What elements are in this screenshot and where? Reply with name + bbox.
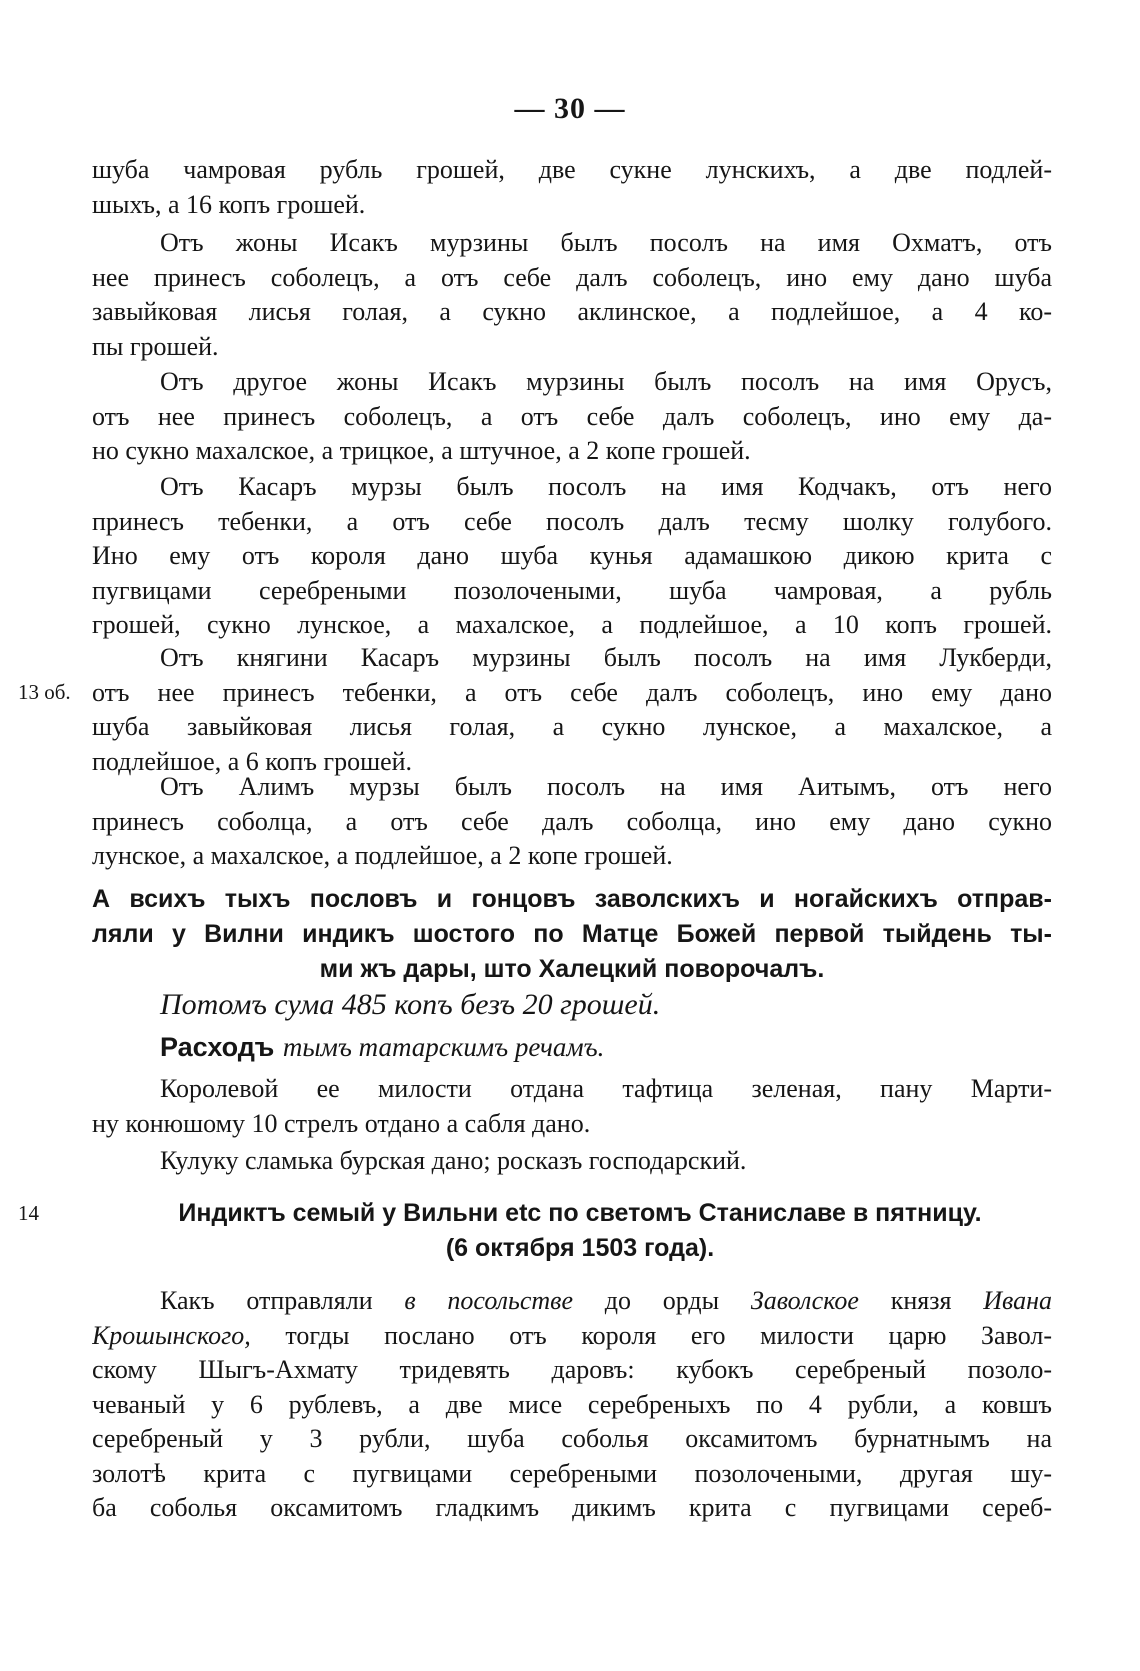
text-line: Кулуку сламька бурская дано; росказъ господарский. — [160, 1146, 747, 1175]
text-line: отъ нее принесъ соболецъ, а отъ себе далъ соболецъ, ино ему да- — [92, 401, 1052, 431]
text-line: отъ нее принесъ тебенки, а отъ себе далъ соболецъ, ино ему дано — [92, 677, 1052, 707]
text-line: шуба чамровая рубль грошей, две сукне лунскихъ, а две подлей- — [92, 155, 1052, 184]
text-run: князя — [858, 1286, 984, 1315]
italic-run: Заволское — [750, 1286, 859, 1315]
text-line: ба соболья оксамитомъ гладкимъ дикимъ крита с пугвицами сереб- — [92, 1493, 1052, 1522]
text-run: до орды — [572, 1286, 751, 1315]
text-line: чеваный у 6 рублевъ, а две мисе серебреныхъ по 4 рубли, а ковшъ — [92, 1389, 1052, 1419]
expense-rest: тымъ татарскимъ речамъ. — [282, 1032, 605, 1062]
sum-line: Потомъ сума 485 копъ безъ 20 грошей. — [160, 988, 661, 1021]
text-line — [92, 1319, 1052, 1354]
margin-note-folio: 13 об. — [18, 680, 71, 704]
text-line: Отъ Алимъ мурзы былъ посолъ на имя Аитымъ, отъ него — [160, 772, 1052, 801]
text-line: ну конюшому 10 стрелъ отдано а сабля дано. — [92, 1108, 591, 1138]
text-line: Ино ему отъ короля дано шуба кунья адамашкою дикою крита с — [92, 541, 1052, 570]
paragraph-6 — [92, 770, 1052, 874]
text-line: завыйковая лисья голая, а сукно аклинское, а подлейшое, а 4 ко- — [92, 297, 1052, 326]
text-line: пугвицами серебреными позолочеными, шуба чамровая, а рубль — [92, 575, 1052, 605]
text-line — [92, 1284, 1052, 1319]
expense-label: Расходъ — [160, 1032, 275, 1062]
text-line: подлейшое, а 6 копъ грошей. — [92, 746, 413, 776]
italic-run: Крошынского, — [92, 1320, 251, 1350]
margin-note-folio: 14 — [18, 1201, 39, 1225]
paragraph-7 — [92, 1072, 1052, 1141]
paragraph-1 — [92, 153, 1052, 222]
paragraph-4 — [92, 470, 1052, 643]
text-line: Отъ княгини Касаръ мурзины былъ посолъ на имя Лукберди, — [160, 643, 1052, 672]
paragraph-2 — [92, 226, 1052, 364]
italic-run: Ивана — [983, 1286, 1052, 1315]
page-number: — 30 — — [514, 92, 626, 125]
paragraph-3 — [92, 365, 1052, 469]
text-line: нее принесъ соболецъ, а отъ себе далъ соболецъ, ино ему дано шуба — [92, 262, 1052, 292]
heading-line: ляли у Вилни индикъ шостого по Матце Божей первой тыйдень ты- — [92, 920, 1052, 948]
expense-heading — [160, 1032, 604, 1063]
text-line: пы грошей. — [92, 331, 219, 361]
text-line: шуба завыйковая лисья голая, а сукно лунское, а махалское, а — [92, 712, 1052, 741]
text-line: принесъ тебенки, а отъ себе посолъ далъ тесму шолку голубого. — [92, 506, 1052, 536]
text-line: но сукно махалское, а трицкое, а штучное, а 2 копе грошей. — [92, 436, 751, 465]
text-line: шыхъ, а 16 копъ грошей. — [92, 189, 366, 219]
text-line: Отъ Касаръ мурзы былъ посолъ на имя Кодчакъ, отъ него — [160, 472, 1052, 501]
text-line: Королевой ее милости отдана тафтица зеленая, пану Марти- — [160, 1074, 1052, 1103]
text-line: грошей, сукно лунское, а махалское, а подлейшое, а 10 копъ грошей. — [92, 610, 1052, 639]
section-heading-2 — [100, 1196, 1060, 1266]
italic-run: в посольстве — [404, 1286, 573, 1315]
heading-line: А всихъ тыхъ пословъ и гонцовъ заволскихъ и ногайскихъ отправ- — [92, 885, 1052, 913]
heading-line: (6 октября 1503 года). — [445, 1234, 715, 1262]
section-heading-1 — [92, 882, 1052, 987]
text-line: серебреный у 3 рубли, шуба соболья оксамитомъ бурнатнымъ на — [92, 1424, 1052, 1453]
text-line: лунское, а махалское, а подлейшое, а 2 копе грошей. — [92, 841, 673, 870]
text-line: Отъ другое жоны Исакъ мурзины былъ посолъ на имя Орусъ, — [160, 367, 1052, 396]
paragraph-8 — [92, 1144, 1052, 1179]
text-line: Отъ жоны Исакъ мурзины былъ посолъ на имя Охматъ, отъ — [160, 228, 1052, 257]
paragraph-9 — [92, 1284, 1052, 1526]
text-line: принесъ соболца, а отъ себе далъ соболца, ино ему дано сукно — [92, 806, 1052, 836]
paragraph-5 — [92, 641, 1052, 779]
text-line: золотѣ крита с пугвицами серебреными позолочеными, другая шу- — [92, 1458, 1052, 1488]
text-run: Какъ отправляли — [160, 1286, 405, 1315]
text-run: тогды послано отъ короля его милости царю Завол- — [250, 1320, 1052, 1350]
heading-line: ми жъ дары, што Халецкий поворочалъ. — [319, 955, 825, 983]
heading-line: Индиктъ семый у Вильни etc по светомъ Станиславе в пятницу. — [178, 1199, 982, 1227]
text-line: скому Шыгъ-Ахмату тридевять даровъ: кубокъ серебреный позоло- — [92, 1355, 1052, 1384]
